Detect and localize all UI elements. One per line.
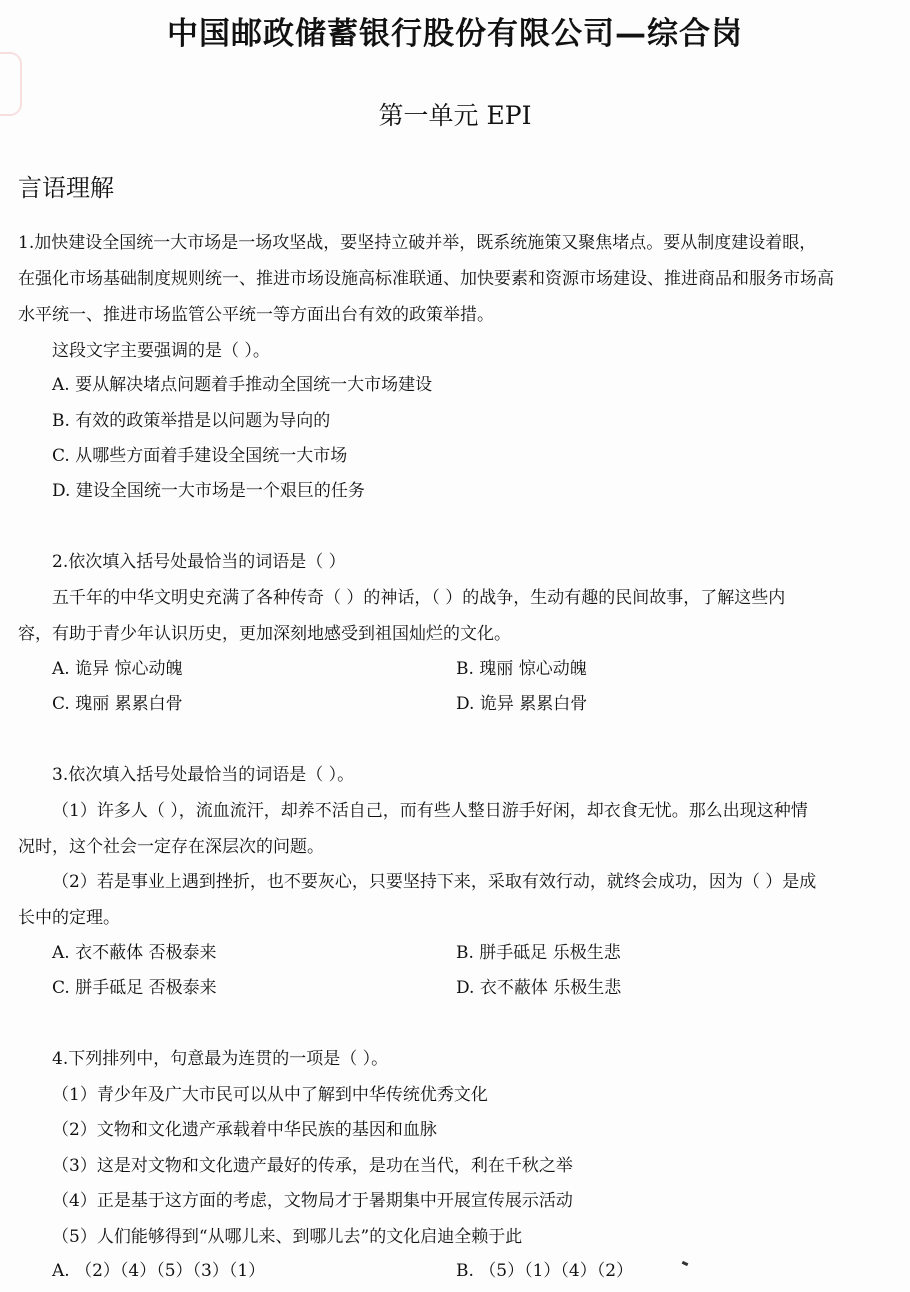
q1-prompt: 这段文字主要强调的是（ ）。 bbox=[52, 341, 270, 361]
q4-option-b: B. （5）（1）（4）（2） bbox=[456, 1261, 634, 1281]
q1-option-a: A. 要从解决堵点问题着手推动全国统一大市场建设 bbox=[52, 375, 433, 395]
q4-item-4: （4）正是基于这方面的考虑，文物局才于暑期集中开展宣传展示活动 bbox=[52, 1191, 573, 1211]
q4-item-3: （3）这是对文物和文化遗产最好的传承，是功在当代，利在千秋之举 bbox=[52, 1156, 573, 1176]
q1-option-b: B. 有效的政策举措是以问题为导向的 bbox=[52, 411, 331, 431]
q1-stem-line-3: 水平统一、推进市场监管公平统一等方面出台有效的政策举措。 bbox=[18, 305, 494, 325]
q2-option-b: B. 瑰丽 惊心动魄 bbox=[456, 659, 587, 679]
q3-stem: 3.依次填入括号处最恰当的词语是（ ）。 bbox=[52, 765, 355, 785]
q4-stem: 4.下列排列中，句意最为连贯的一项是（ ）。 bbox=[52, 1049, 389, 1069]
q3-option-c: C. 胼手砥足 否极泰来 bbox=[52, 978, 217, 998]
q3-sentence1-line-2: 况时，这个社会一定存在深层次的问题。 bbox=[18, 837, 324, 857]
q1-stem-line-2: 在强化市场基础制度规则统一、推进市场设施高标准联通、加快要素和资源市场建设、推进商品和服务市场高 bbox=[18, 269, 834, 289]
q2-option-d: D. 诡异 累累白骨 bbox=[456, 694, 588, 714]
q2-passage-line-1: 五千年的中华文明史充满了各种传奇（ ）的神话，（ ）的战争，生动有趣的民间故事，了解这些内 bbox=[52, 588, 786, 608]
q3-option-d: D. 衣不蔽体 乐极生悲 bbox=[456, 978, 622, 998]
q1-option-c: C. 从哪些方面着手建设全国统一大市场 bbox=[52, 446, 348, 466]
page-title: 中国邮政储蓄银行股份有限公司—综合岗 bbox=[167, 16, 743, 52]
q3-option-b: B. 胼手砥足 乐极生悲 bbox=[456, 943, 621, 963]
q3-sentence2-line-1: （2）若是事业上遇到挫折，也不要灰心，只要坚持下来，采取有效行动，就终会成功，因为（ ）是成 bbox=[52, 872, 817, 892]
q2-stem: 2.依次填入括号处最恰当的词语是（ ） bbox=[52, 552, 346, 572]
q3-option-a: A. 衣不蔽体 否极泰来 bbox=[52, 943, 217, 963]
q2-passage-line-2: 容，有助于青少年认识历史，更加深刻地感受到祖国灿烂的文化。 bbox=[18, 624, 511, 644]
q4-option-a: A. （2）（4）（5）（3）（1） bbox=[52, 1261, 266, 1281]
q2-option-c: C. 瑰丽 累累白骨 bbox=[52, 694, 183, 714]
ink-mark bbox=[682, 1261, 689, 1266]
q4-item-5: （5）人们能够得到“从哪儿来、到哪儿去”的文化启迪全赖于此 bbox=[52, 1227, 523, 1247]
q4-item-2: （2）文物和文化遗产承载着中华民族的基因和血脉 bbox=[52, 1120, 437, 1140]
q1-option-d: D. 建设全国统一大市场是一个艰巨的任务 bbox=[52, 481, 365, 501]
q2-option-a: A. 诡异 惊心动魄 bbox=[52, 659, 183, 679]
q3-sentence2-line-2: 长中的定理。 bbox=[18, 908, 120, 928]
q3-sentence1-line-1: （1）许多人（ ），流血流汗，却养不活自己，而有些人整日游手好闲，却衣食无忧。那么出现这种情 bbox=[52, 801, 808, 821]
section-heading: 言语理解 bbox=[18, 174, 114, 202]
q4-item-1: （1）青少年及广大市民可以从中了解到中华传统优秀文化 bbox=[52, 1085, 488, 1105]
q1-stem-line-1: 1.加快建设全国统一大市场是一场攻坚战，要坚持立破并举，既系统施策又聚焦堵点。要从制度建设着眼， bbox=[18, 233, 817, 253]
unit-heading: 第一单元 EPI bbox=[378, 101, 532, 130]
